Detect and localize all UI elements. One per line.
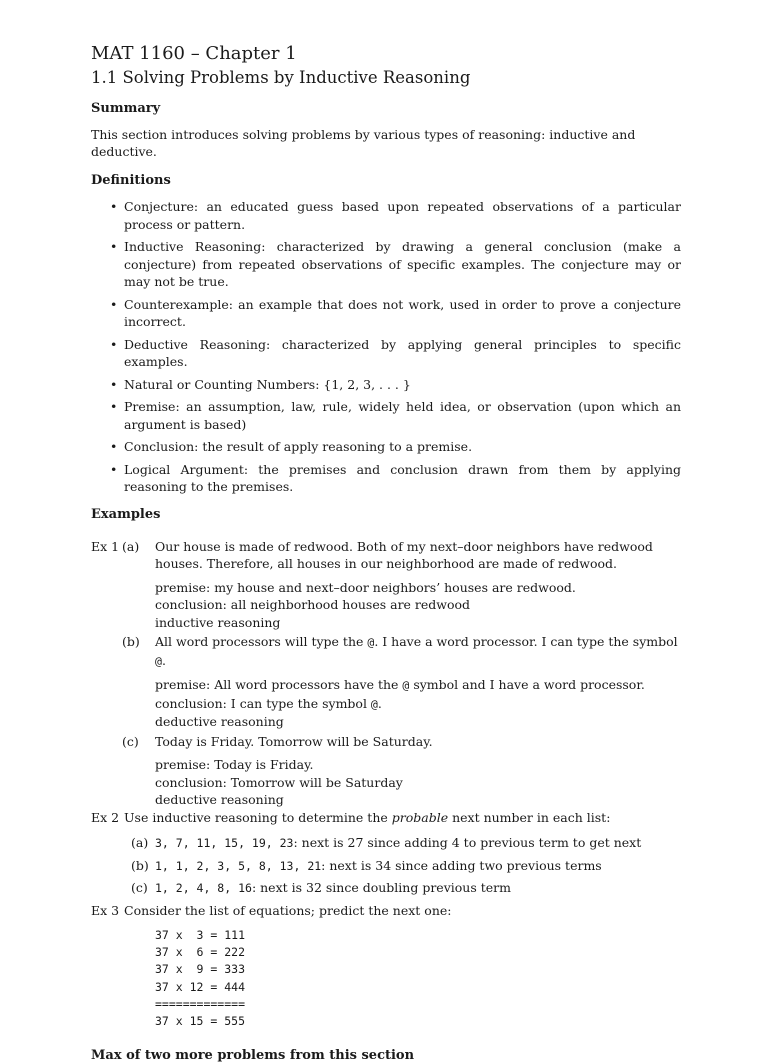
example-body: [120, 538, 681, 809]
summary-text: This section introduces solving problems by various types of reasoning: inductive and deductive.: [91, 127, 636, 159]
definition-text: Conjecture: an educated guess based upon repeated observations of a particular process or pattern.: [124, 199, 681, 232]
conclusion-text: conclusion: Tomorrow will be Saturday: [155, 774, 403, 790]
sequence-answer: : next is 27 since adding 4 to previous term to get next: [293, 835, 642, 850]
at-symbol: @: [155, 653, 162, 668]
definition-item: [91, 238, 681, 291]
text-segment: . I have a word processor. I can type the symbol: [374, 634, 678, 649]
text-segment: .: [161, 652, 166, 668]
document-page: [91, 42, 681, 1063]
definition-text: Logical Argument: the premises and conclusion drawn from them by applying reasoning to the premises.: [124, 461, 681, 494]
bullet-icon: •: [110, 199, 118, 214]
bullet-icon: •: [110, 439, 118, 454]
equation-line: 37 x 12 = 444: [155, 979, 246, 994]
definition-item: [91, 398, 681, 433]
part-label: (c): [131, 880, 148, 895]
definition-text: Natural or Counting Numbers: {1, 2, 3, . . . }: [124, 376, 411, 392]
definition-item: [91, 438, 681, 456]
definition-item: [91, 376, 681, 394]
equation-line: 37 x 15 = 555: [155, 1014, 246, 1029]
equation-line: 37 x 9 = 333: [155, 962, 246, 977]
text-segment: symbol and I have a word processor.: [409, 677, 645, 692]
reasoning-type: deductive reasoning: [155, 792, 284, 807]
equation-line: 37 x 6 = 222: [155, 945, 246, 960]
example-label: Ex 2: [91, 809, 120, 825]
example-body: [124, 809, 681, 898]
sequence-answer: : next is 34 since adding two previous terms: [321, 857, 602, 873]
definition-item: [91, 336, 681, 371]
bullet-icon: •: [110, 239, 118, 254]
sequence-answer: : next is 32 since doubling previous term: [251, 880, 511, 895]
part-analysis: [155, 756, 681, 809]
summary-heading: Summary: [91, 101, 161, 116]
part-analysis: [155, 579, 681, 632]
definition-item: [91, 198, 681, 233]
sequence-values: 1, 1, 2, 3, 5, 8, 13, 21: [155, 858, 322, 873]
equation-separator: =============: [155, 996, 246, 1011]
premise-text: [155, 676, 681, 695]
part-label: (c): [122, 733, 139, 749]
at-symbol: @: [370, 696, 378, 711]
definition-item: [91, 461, 681, 496]
definition-text: Deductive Reasoning: characterized by applying general principles to specific examples.: [124, 336, 681, 369]
sequence-values: 1, 2, 4, 8, 16: [155, 881, 252, 895]
definition-text: Inductive Reasoning: characterized by drawing a general conclusion (make a conjecture) from repeated observations of specific examples. The conjecture may or may not be true.: [124, 239, 681, 289]
section-title: 1.1 Solving Problems by Inductive Reasoning: [91, 68, 471, 87]
course-title: MAT 1160 – Chapter 1: [91, 43, 297, 64]
example-part-c: [120, 733, 681, 809]
conclusion-text: [155, 695, 681, 714]
part-text: Today is Friday. Tomorrow will be Saturday.: [155, 733, 433, 749]
bullet-icon: •: [110, 376, 118, 392]
sequence-list: [91, 834, 681, 898]
premise-text: premise: my house and next–door neighbors’ houses are redwood.: [155, 579, 576, 595]
at-symbol: @: [367, 635, 375, 649]
example-text: [124, 809, 681, 827]
example-3: [91, 902, 681, 1031]
part-text: Our house is made of redwood. Both of my next–door neighbors have redwood houses. Therefore, all houses in our neighborhood are made of redwood.: [155, 538, 653, 571]
bullet-icon: •: [110, 296, 118, 312]
emphasis-text: probable: [391, 809, 449, 825]
text-segment: .: [377, 695, 382, 711]
definition-text: Counterexample: an example that does not work, used in order to prove a conjecture incorrect.: [124, 296, 681, 329]
part-analysis: [155, 676, 681, 731]
text-segment: Use inductive reasoning to determine the: [124, 809, 392, 825]
example-label: Ex 3: [91, 902, 120, 918]
examples-heading: Examples: [91, 506, 161, 522]
reasoning-type: deductive reasoning: [155, 714, 284, 729]
at-symbol: @: [402, 678, 410, 692]
sequence-item: [91, 879, 681, 898]
example-part-b: [120, 633, 681, 731]
definitions-heading: Definitions: [91, 173, 171, 188]
bullet-icon: •: [110, 461, 118, 477]
example-2: [91, 809, 681, 898]
equation-line: 37 x 3 = 111: [155, 928, 246, 942]
sequence-item: [91, 834, 681, 853]
sequence-item: [91, 857, 681, 876]
bullet-icon: •: [110, 399, 118, 414]
text-segment: All word processors will type the: [155, 634, 368, 649]
part-label: (b): [122, 634, 140, 649]
bullet-icon: •: [110, 336, 118, 352]
text-segment: next number in each list:: [448, 809, 611, 825]
example-part-a: [120, 538, 681, 632]
part-text: [155, 633, 681, 670]
part-label: (a): [122, 538, 140, 554]
example-label: Ex 1: [91, 538, 120, 554]
sequence-values: 3, 7, 11, 15, 19, 23: [155, 836, 294, 850]
text-segment: conclusion: I can type the symbol: [155, 695, 371, 711]
definition-text: Conclusion: the result of apply reasoning to a premise.: [124, 439, 473, 454]
definitions-list: [91, 198, 681, 496]
example-body: [124, 902, 681, 1031]
text-segment: premise: All word processors have the: [155, 677, 403, 692]
part-label: (b): [131, 857, 149, 873]
definition-item: [91, 296, 681, 331]
premise-text: premise: Today is Friday.: [155, 757, 314, 772]
footer-note: Max of two more problems from this section: [91, 1048, 415, 1063]
conclusion-text: conclusion: all neighborhood houses are redwood: [155, 597, 471, 612]
reasoning-type: inductive reasoning: [155, 614, 281, 630]
example-1: [91, 538, 681, 809]
example-text: Consider the list of equations; predict the next one:: [124, 902, 452, 918]
equation-list: [155, 927, 681, 1030]
part-label: (a): [131, 835, 149, 850]
definition-text: Premise: an assumption, law, rule, widely held idea, or observation (upon which an argument is based): [124, 399, 681, 432]
